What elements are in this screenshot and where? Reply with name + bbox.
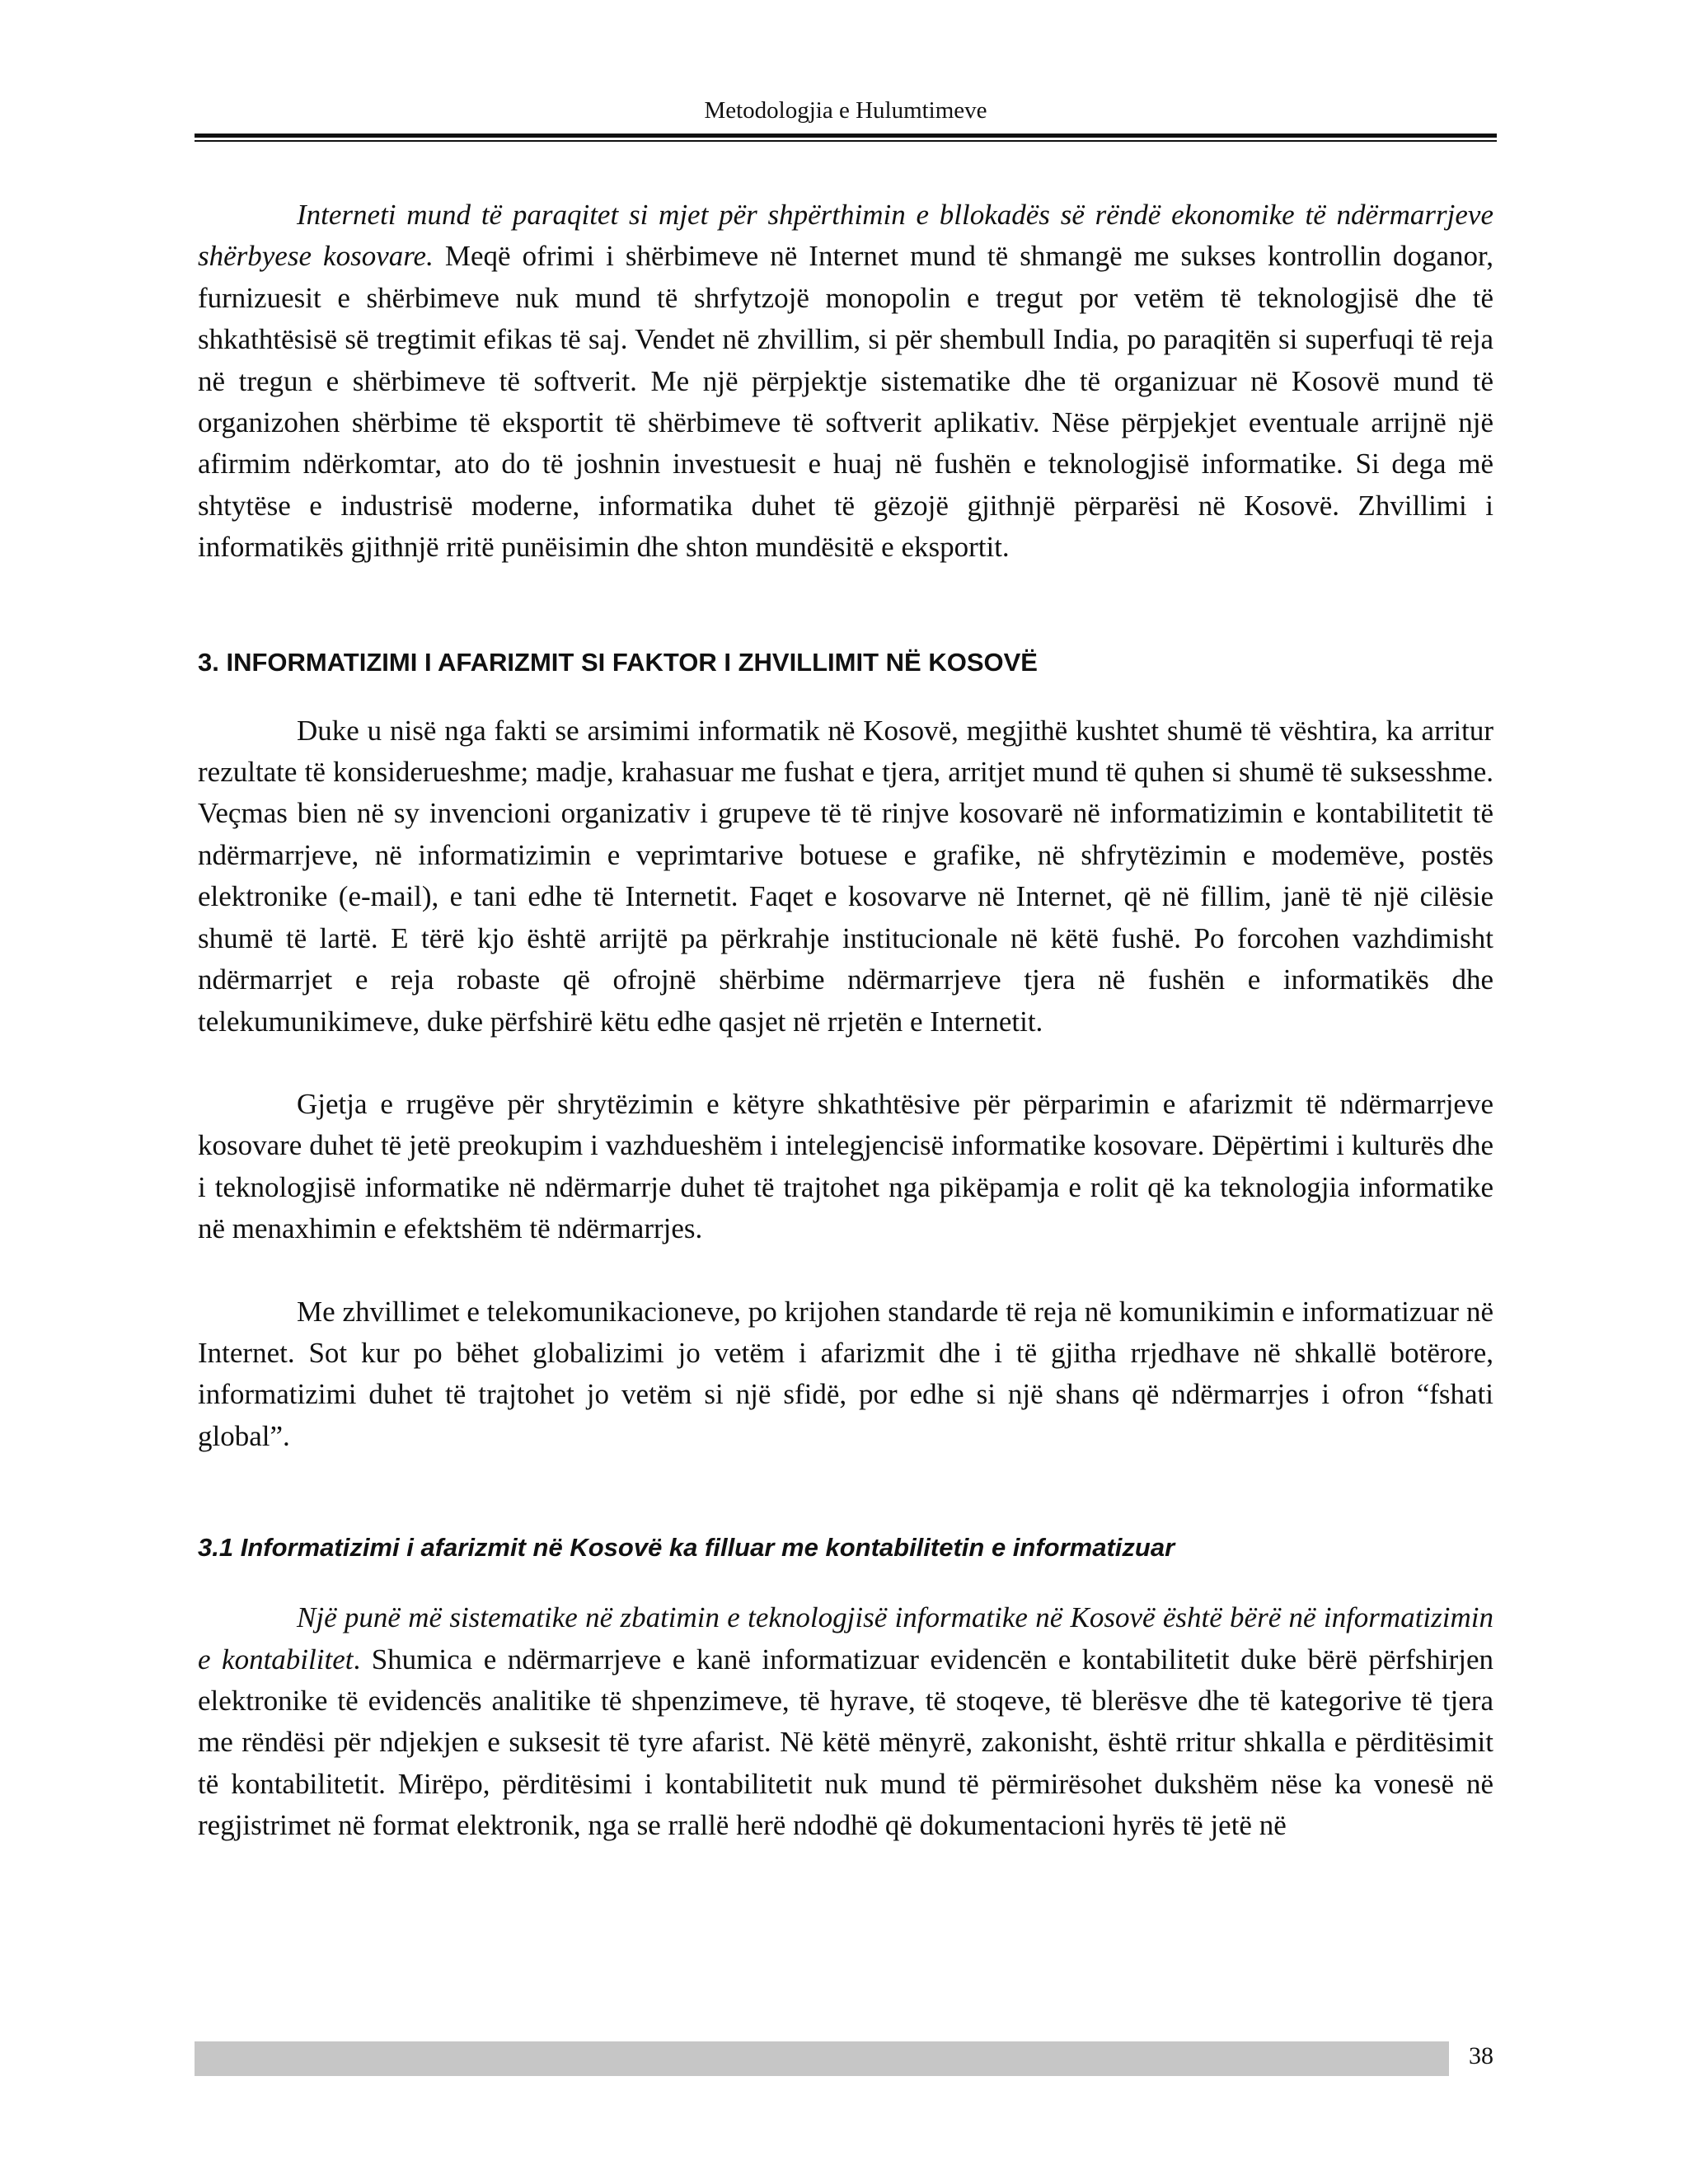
page-body bbox=[198, 194, 1493, 1847]
header-rule-thin bbox=[195, 140, 1497, 142]
header-rule-thick bbox=[195, 134, 1497, 138]
paragraph-skills: Gjetja e rrugëve për shrytëzimin e këtyre shkathtësive për përparimin e afarizmit të ndërmarrjeve kosovare duhet të jetë preokupim i vazhdueshëm i intelegjencisë informatike kosovare. Dëpërtimi i kulturës dhe i teknologjisë informatike në ndërmarrje duhet të trajtohet nga pikëpamja e rolit që ka teknologjia informatike në menaxhimin e efektshëm të ndërmarrjes. bbox=[198, 1087, 1493, 1245]
paragraph-internet-italic-lead: Interneti mund të paraqitet si mjet për shpërthimin e bllokadës së rëndë ekonomike të ndërmarrjeve shërbyese kosovare. bbox=[198, 199, 1493, 273]
page-number: 38 bbox=[1469, 2042, 1493, 2069]
footer-bar bbox=[195, 2041, 1449, 2076]
paragraph-education: Duke u nisë nga fakti se arsimimi informatik në Kosovë, megjithë kushtet shumë të vështira, ka arritur rezultate të konsiderueshme; madje, krahasuar me fushat e tjera, arritjet mund të quhen si shumë të suksesshme. Veçmas bien në sy invencioni organizativ i grupeve të të rinjve kosovarë në informatizimin e kontabilitetit të ndërmarrjeve, në informatizimin e veprimtarive botuese e grafike, në shfrytëzimin e modemëve, postës elektronike (e-mail), e tani edhe të Internetit. Faqet e kosovarve në Internet, që në fillim, janë të një cilësie shumë të lartë. E tërë kjo është arrijtë pa përkrahje institucionale në këtë fushë. Po forcohen vazhdimisht ndërmarrjet e reja robaste që ofrojnë shërbime ndërmarrjeve tjera në fushën e informatikës dhe telekumunikimeve, duke përfshirë këtu edhe qasjet në rrjetën e Internetit. bbox=[198, 714, 1493, 1038]
paragraph-accounting bbox=[198, 1597, 1493, 1846]
paragraph-accounting-text: . Shumica e ndërmarrjeve e kanë informatizuar evidencën e kontabilitetit duke bërë përfshirjen elektronike të evidencës analitike të shpenzimeve, të hyrave, të stoqeve, të blerësve dhe të kategorive të tjera me rëndësi për ndjekjen e suksesit të tyre afarist. Në këtë mënyrë, zakonisht, është rritur shkalla e përditësimit të kontabilitetit. Mirëpo, përditësimi i kontabilitetit nuk mund të përmirësohet dukshëm nëse ka vonesë në regjistrimet në format elektronik, nga se rrallë herë ndodhë që dokumentacioni hyrës të jetë në bbox=[198, 1643, 1493, 1842]
section-heading-3: 3. INFORMATIZIMI I AFARIZMIT SI FAKTOR I ZHVILLIMIT NË KOSOVË bbox=[198, 647, 1038, 677]
paragraph-internet-text: Meqë ofrimi i shërbimeve në Internet mund të shmangë me sukses kontrollin doganor, furnizuesit e shërbimeve nuk mund të shrfytzojë monopolin e tregut por vetëm të teknologjisë dhe të shkathtësisë së tregtimit efikas të saj. Vendet në zhvillim, si për shembull India, po paraqitën si superfuqi të reja në tregun e shërbimeve të softverit. Me një përpjektje sistematike dhe të organizuar në Kosovë mund të organizohen shërbime të eksportit të shërbimeve të softverit aplikativ. Nëse përpjekjet eventuale arrijnë një afirmim ndërkomtar, ato do të joshnin investuesit e huaj në fushën e teknologjisë informatike. Si dega më shtytëse e industrisë moderne, informatika duhet të gëzojë gjithnjë përparësi në Kosovë. Zhvillimi i informatikës gjithnjë rritë punëisimin dhe shton mundësitë e eksportit. bbox=[198, 240, 1494, 564]
running-header-title: Metodologjia e Hulumtimeve bbox=[704, 97, 987, 124]
paragraph-internet bbox=[198, 194, 1493, 569]
paragraph-telecom: Me zhvillimet e telekomunikacioneve, po krijohen standarde të reja në komunikimin e informatizuar në Internet. Sot kur po bëhet globalizimi jo vetëm i afarizmit dhe i të gjitha rrjedhave në shkallë botërore, informatizimi duhet të trajtohet jo vetëm si një sfidë, por edhe si një shans që ndërmarrjes i ofron “fshati global”. bbox=[198, 1295, 1493, 1452]
section-heading-3-1: 3.1 Informatizimi i afarizmit në Kosovë ka filluar me kontabilitetin e informatizuar bbox=[198, 1533, 1175, 1563]
paragraph-accounting-italic-lead: Një punë më sistematike në zbatimin e teknologjisë informatike në Kosovë është bërë në informatizimin e kontabilitet bbox=[198, 1601, 1493, 1675]
